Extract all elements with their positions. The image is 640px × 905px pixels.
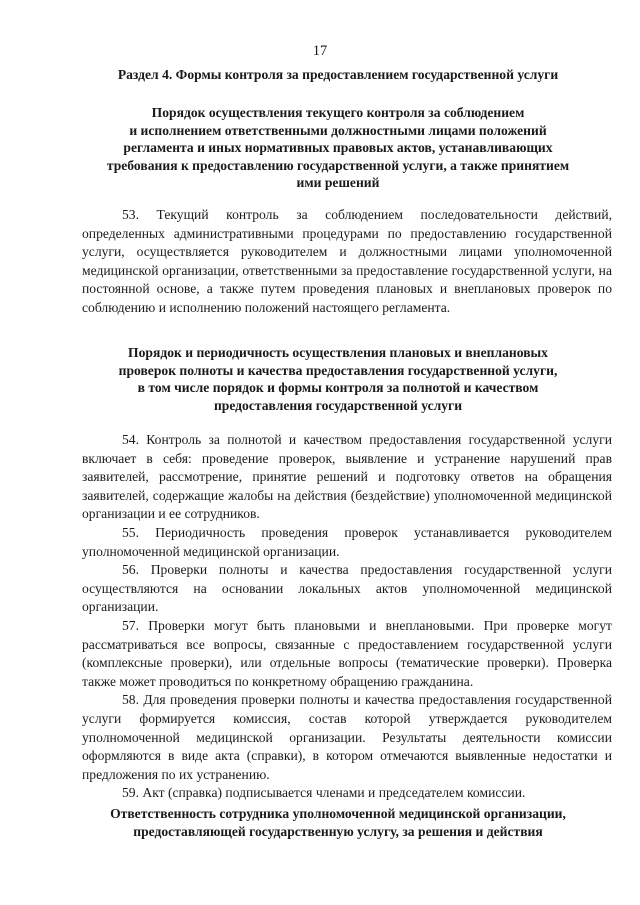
subsection-1-title-line: требования к предоставлению государственной услуги, а также принятием bbox=[106, 157, 570, 173]
subsection-1-title-line: регламента и иных нормативных правовых актов, устанавливающих bbox=[123, 140, 553, 156]
subsection-3-title-line: предоставляющей государственную услугу, за решения и действия bbox=[133, 823, 543, 839]
paragraph-54: 54. Контроль за полнотой и качеством предоставления государственной услуги включает в себя: проведение проверок, выявление и устранение нарушений прав заявителей, рассмотрение, принятие решений и подготовку ответов на обращения заявителей, содержащие жалобы на действия (бездействие) уполномоченной медицинской организации и ее сотрудников. bbox=[82, 432, 612, 522]
subsection-1-title-line: Порядок осуществления текущего контроля за соблюдением bbox=[151, 105, 525, 120]
paragraph-55: 55. Периодичность проведения проверок устанавливается руководителем уполномоченной медицинской организации. bbox=[82, 524, 612, 559]
paragraph-56: 56. Проверки полноты и качества предоставления государственной услуги осуществляются на основании локальных актов уполномоченной медицинской организации. bbox=[82, 562, 612, 615]
paragraph-57: 57. Проверки могут быть плановыми и внеплановыми. При проверке могут рассматриваться все вопросы, связанные с предоставлением государственной услуги (комплексные проверки), или отдельные вопросы (тематические проверки). Проверка также может проводиться по конкретному обращению гражданина. bbox=[82, 617, 612, 689]
paragraph-53: 53. Текущий контроль за соблюдением последовательности действий, определенных административными процедурами по предоставлению государственной услуги, осуществляется руководителем и должностными лицами уполномоченной медицинской организации, ответственными за предоставление государственной услуги, на постоянной основе, а также путем проведения плановых и внеплановых проверок по соблюдению и исполнению положений настоящего регламента. bbox=[82, 207, 612, 315]
subsection-2-title-line: проверок полноты и качества предоставления государственной услуги, bbox=[118, 362, 558, 378]
subsection-2-title-line: в том числе порядок и формы контроля за полнотой и качеством bbox=[137, 380, 539, 396]
subsection-1-title bbox=[82, 104, 594, 192]
section-title bbox=[82, 66, 594, 84]
paragraph-58: 58. Для проведения проверки полноты и качества предоставления государственной услуги формируется комиссия, состав которой утверждается руководителем уполномоченной медицинской организации. Результаты деятельности комиссии оформляются в виде акта (справки), в котором отмечаются выявленные недостатки и предложения по их устранению. bbox=[82, 692, 612, 782]
subsection-2-body bbox=[82, 431, 612, 803]
subsection-3-title bbox=[82, 805, 594, 840]
paragraph-59: 59. Акт (справка) подписывается членами и председателем комиссии. bbox=[122, 785, 526, 801]
subsection-3-title-line: Ответственность сотрудника уполномоченной медицинской организации, bbox=[110, 806, 566, 821]
page-number: 17 bbox=[312, 43, 328, 59]
subsection-1-title-line: ими решений bbox=[296, 175, 380, 191]
subsection-2-title bbox=[82, 344, 594, 414]
subsection-1-title-line: и исполнением ответственными должностными лицами положений bbox=[129, 122, 547, 138]
subsection-2-title-line: Порядок и периодичность осуществления плановых и внеплановых bbox=[128, 345, 548, 360]
section-title-text: Раздел 4. Формы контроля за предоставлением государственной услуги bbox=[117, 67, 559, 82]
subsection-1-body bbox=[82, 206, 612, 318]
subsection-2-title-line: предоставления государственной услуги bbox=[213, 397, 463, 413]
